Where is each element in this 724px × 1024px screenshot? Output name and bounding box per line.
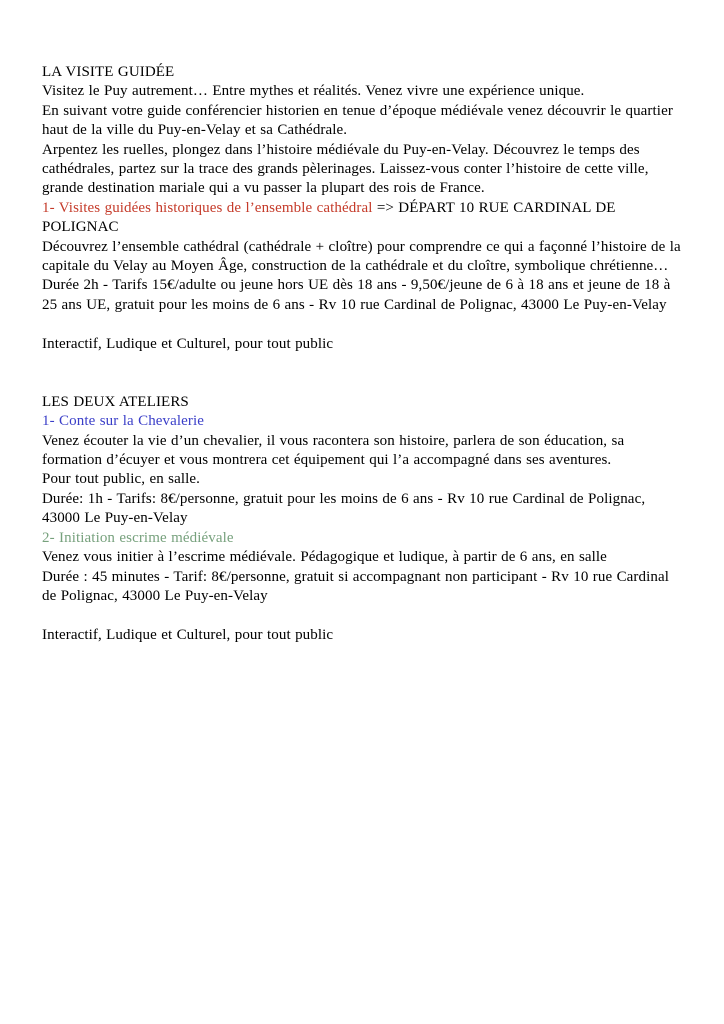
visite-tagline: Interactif, Ludique et Culturel, pour tout public [42, 335, 334, 352]
tour-pricing: Durée 2h - Tarifs 15€/adulte ou jeune hors UE dès 18 ans - 9,50€/jeune de 6 à 18 ans et jeune de 18 à 25 ans UE, gratuit pour les moins de 6 ans - Rv 10 rue Cardinal de Polignac, 43000 Le Puy-en-Velay [42, 277, 671, 313]
blank-line [42, 354, 684, 373]
atelier1-description: Venez écouter la vie d’un chevalier, il vous racontera son histoire, parlera de son éducation, sa formation d’écuyer et vous montrera cet équipement qui l’a accompagné dans ses aventures. [42, 432, 625, 469]
tour-title-highlight: 1- Visites guidées historiques de l’ensemble cathédral [42, 199, 373, 216]
blank-line [42, 373, 684, 392]
atelier1-title: 1- Conte sur la Chevalerie [42, 413, 205, 430]
atelier1-audience: Pour tout public, en salle. [42, 471, 201, 488]
blank-line [42, 315, 684, 334]
tour-title-line [42, 199, 684, 238]
visite-intro-paragraph-3: Arpentez les ruelles, plongez dans l’histoire médiévale du Puy-en-Velay. Découvrez le temps des cathédrales, partez sur la trace des grands pèlerinages. Laissez-vous conter l’histoire de cette ville, grande destination mariale qui a vu passer la plupart des rois de France. [42, 141, 649, 197]
document-body [42, 63, 684, 645]
tour-departure-text: => DÉPART 10 RUE CARDINAL DE POLIGNAC [42, 199, 616, 236]
visite-section-heading: LA VISITE GUIDÉE [42, 64, 175, 80]
ateliers-tagline: Interactif, Ludique et Culturel, pour tout public [42, 626, 334, 643]
visite-intro-paragraph-1: Visitez le Puy autrement… Entre mythes et réalités. Venez vivre une expérience unique. [42, 83, 585, 100]
atelier2-description: Venez vous initier à l’escrime médiévale. Pédagogique et ludique, à partir de 6 ans, en salle [42, 549, 607, 566]
atelier2-title: 2- Initiation escrime médiévale [42, 529, 234, 546]
ateliers-section-heading: LES DEUX ATELIERS [42, 393, 189, 410]
blank-line [42, 606, 684, 625]
tour-description: Découvrez l’ensemble cathédral (cathédrale + cloître) pour comprendre ce qui a façonné l’histoire de la capitale du Velay au Moyen Âge, construction de la cathédrale et du cloître, symbolique chrétienne… [42, 238, 681, 275]
atelier2-pricing: Durée : 45 minutes - Tarif: 8€/personne, gratuit si accompagnant non participant - Rv 10 rue Cardinal de Polignac, 43000 Le Puy-en-Velay [42, 568, 670, 604]
visite-intro-paragraph-2: En suivant votre guide conférencier historien en tenue d’époque médiévale venez découvrir le quartier haut de la ville du Puy-en-Velay et sa Cathédrale. [42, 102, 673, 139]
atelier1-pricing: Durée: 1h - Tarifs: 8€/personne, gratuit pour les moins de 6 ans - Rv 10 rue Cardinal de Polignac, 43000 Le Puy-en-Velay [42, 490, 646, 527]
